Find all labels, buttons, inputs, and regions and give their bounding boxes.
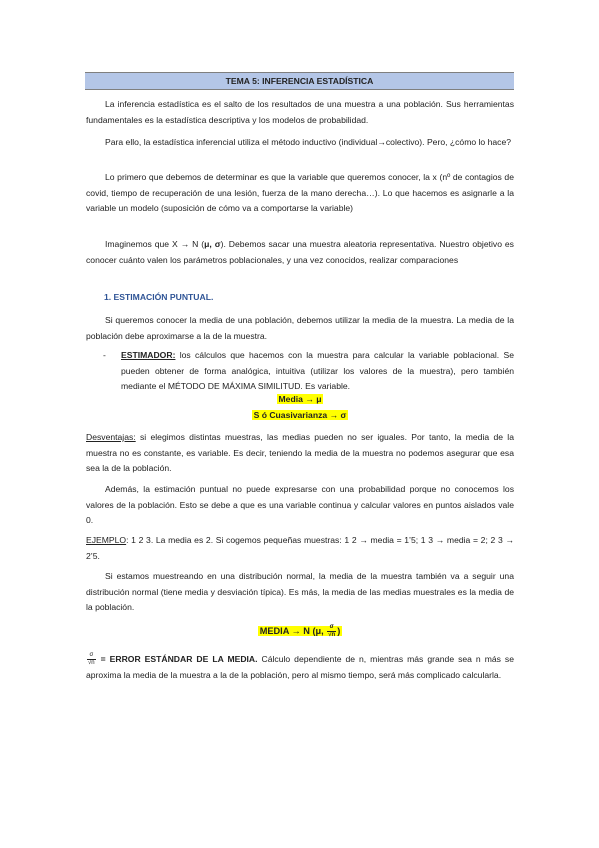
bullet-dash: - [103,350,106,360]
sigma-over-root-n: $\frac{\sigma}{√n}$ [328,624,336,638]
paragraph-variable-model: Lo primero que debemos de determinar es que la variable que queremos conocer, la x (nº de contagios de covid, tiempo de recuperación de una lesión, fuerza de la mano derecha…). Lo que hacemos es asignarle a la variable un modelo (suposición de cómo va a comportarse la variable) [86,172,514,214]
paragraph-media-poblacion: Si queremos conocer la media de una población, debemos utilizar la media de la muestra. La media de la población debe aproximarse a la de la muestra. [86,315,514,341]
p4-post: ). Debemos sacar una muestra aleatoria representativa. Nuestro objetivo es conocer cuánto valen los parámetros poblacionales, y una vez conocidos, realizar comparaciones [86,239,514,265]
ejemplo-term: EJEMPLO [86,535,127,545]
estimador-term: ESTIMADOR: [121,350,176,360]
ejemplo-text: : 1 2 3. La media es 2. Si cogemos pequeñas muestras: 1 2 → media = 1’5; 1 3 → media = 2; 2 3 → 2’5. [86,535,514,561]
paragraph-distribucion-normal: Si estamos muestreando en una distribución normal, la media de la muestra también va a seguir una distribución normal (tiene media y desviación típica). Es más, la media de las medias muestrales es la media de la población. [86,571,514,613]
desventajas-text: si elegimos distintas muestras, las medias pueden no ser iguales. Por tanto, la media de la muestra no es constante, es variable. Es decir, teniendo la media de la muestra no podemos asegurar que esa sea la de la población. [86,432,514,474]
paragraph-imagine [86,237,514,268]
p4-pre: Imaginemos que X → N ( [105,239,205,249]
paragraph-ejemplo [86,533,514,564]
p4-params: μ, σ [204,239,221,249]
desventajas-term: Desventajas: [86,432,136,442]
paragraph-desventajas [86,430,514,477]
page-title: TEMA 5: INFERENCIA ESTADÍSTICA [85,72,514,90]
bullet-estimador [121,348,514,395]
paragraph-inductive: Para ello, la estadística inferencial utiliza el método inductivo (individual→colectivo). Pero, ¿cómo lo hace? [105,137,512,147]
paragraph-intro: La inferencia estadística es el salto de los resultados de una muestra a una población. Sus herramientas fundamentales es la estadística descriptiva y los modelos de probabilidad. [86,99,514,125]
error-fraction: $\frac{\sigma}{√n}$ [88,652,95,667]
estimador-text: los cálculos que hacemos con la muestra para calcular la variable poblacional. Se pueden obtener de forma analógica, intuitiva (utilizar los valores de la muestra), pero también mediante el MÉTODO DE MÁXIMA SIMILITUD. Es variable. [121,350,514,392]
paragraph-probabilidad: Además, la estimación puntual no puede expresarse con una probabilidad porque no conocemos los valores de la población. Esto se debe a que es una variable continua y calcular valores en puntos aislados vale 0. [86,484,514,526]
highlight-media-mu: Media → μ [278,394,322,404]
formula-media-normal: MEDIA → N (μ, $\frac{\sigma}{√n}$ ) [259,624,341,638]
paragraph-error-estandar [86,652,514,683]
error-estandar-label: = ERROR ESTÁNDAR DE LA MEDIA. [96,654,258,664]
section-heading-estimacion: 1. ESTIMACIÓN PUNTUAL. [104,292,214,302]
error-estandar-text: Cálculo dependiente de n, mientras más grande sea n más se aproxima la media de la muestra a la de la población, pero al mismo tiempo, será más complicado calcularla. [86,654,514,680]
highlight-cuasivarianza: S ó Cuasivarianza → σ [253,410,347,420]
